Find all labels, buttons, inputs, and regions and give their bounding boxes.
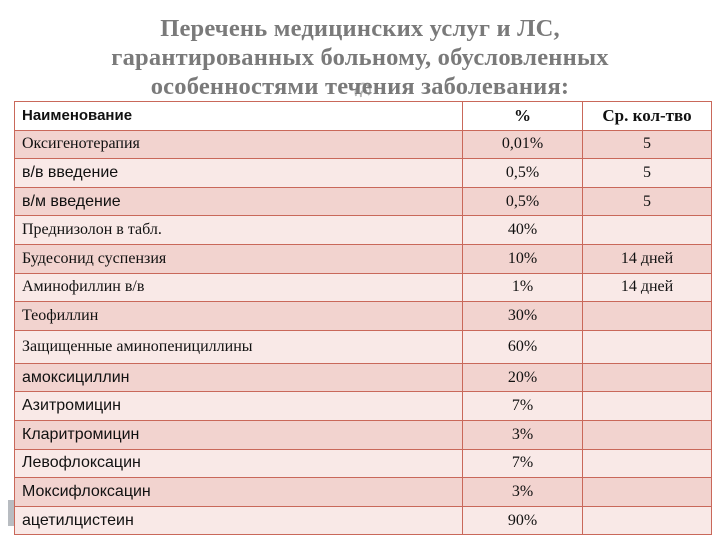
- table-row: [15, 273, 712, 302]
- cell-name: Защищенные аминопенициллины: [15, 330, 463, 363]
- title-line-2: гарантированных больному, обусловленных: [111, 44, 609, 71]
- cell-percent: 7%: [463, 449, 583, 478]
- table-row: [15, 420, 712, 449]
- cell-percent: 1%: [463, 273, 583, 302]
- cell-name: Оксигенотерапия: [15, 130, 463, 159]
- cell-name: в/в введение: [15, 159, 463, 188]
- cell-percent: 10%: [463, 244, 583, 273]
- header-percent: %: [463, 102, 583, 131]
- cell-qty: [583, 478, 712, 507]
- cell-percent: 0,5%: [463, 159, 583, 188]
- cell-qty: [583, 420, 712, 449]
- cell-percent: 30%: [463, 302, 583, 331]
- cell-qty: [583, 330, 712, 363]
- table-row: [15, 302, 712, 331]
- table-row: [15, 449, 712, 478]
- cell-qty: 14 дней: [583, 244, 712, 273]
- cell-name: в/м введение: [15, 187, 463, 216]
- cell-qty: 14 дней: [583, 273, 712, 302]
- cell-percent: 0,5%: [463, 187, 583, 216]
- table-row: [15, 392, 712, 421]
- table-row: [15, 159, 712, 188]
- cell-name: ацетилцистеин: [15, 506, 463, 535]
- cell-percent: 90%: [463, 506, 583, 535]
- cell-name: Теофиллин: [15, 302, 463, 331]
- title-line-1: Перечень медицинских услуг и ЛС,: [160, 15, 560, 42]
- cell-qty: [583, 449, 712, 478]
- cell-qty: 5: [583, 130, 712, 159]
- watermark-icon: [352, 78, 376, 100]
- cell-percent: 20%: [463, 363, 583, 392]
- cell-name: Левофлоксацин: [15, 449, 463, 478]
- cell-qty: [583, 506, 712, 535]
- cell-name: Будесонид суспензия: [15, 244, 463, 273]
- table-header-row: [15, 102, 712, 131]
- cell-qty: [583, 392, 712, 421]
- title-line-3: особенностями течения заболевания:: [150, 73, 570, 100]
- cell-percent: 3%: [463, 478, 583, 507]
- table-row: [15, 506, 712, 535]
- table-row: [15, 187, 712, 216]
- cell-percent: 40%: [463, 216, 583, 245]
- cell-qty: [583, 363, 712, 392]
- cell-name: Кларитромицин: [15, 420, 463, 449]
- title-area: [0, 0, 720, 100]
- cell-name: Преднизолон в табл.: [15, 216, 463, 245]
- cell-percent: 7%: [463, 392, 583, 421]
- table-row: [15, 363, 712, 392]
- cell-name: амоксициллин: [15, 363, 463, 392]
- cell-percent: 3%: [463, 420, 583, 449]
- cell-percent: 60%: [463, 330, 583, 363]
- services-table: [14, 101, 712, 535]
- cell-qty: 5: [583, 159, 712, 188]
- cell-qty: [583, 302, 712, 331]
- cell-name: Азитромицин: [15, 392, 463, 421]
- header-name: Наименование: [15, 102, 463, 131]
- table-row: [15, 216, 712, 245]
- table-row: [15, 330, 712, 363]
- cell-percent: 0,01%: [463, 130, 583, 159]
- cell-qty: 5: [583, 187, 712, 216]
- cell-name: Аминофиллин в/в: [15, 273, 463, 302]
- table-row: [15, 244, 712, 273]
- header-qty: Ср. кол-тво: [583, 102, 712, 131]
- cell-qty: [583, 216, 712, 245]
- cell-name: Моксифлоксацин: [15, 478, 463, 507]
- table-row: [15, 478, 712, 507]
- table-row: [15, 130, 712, 159]
